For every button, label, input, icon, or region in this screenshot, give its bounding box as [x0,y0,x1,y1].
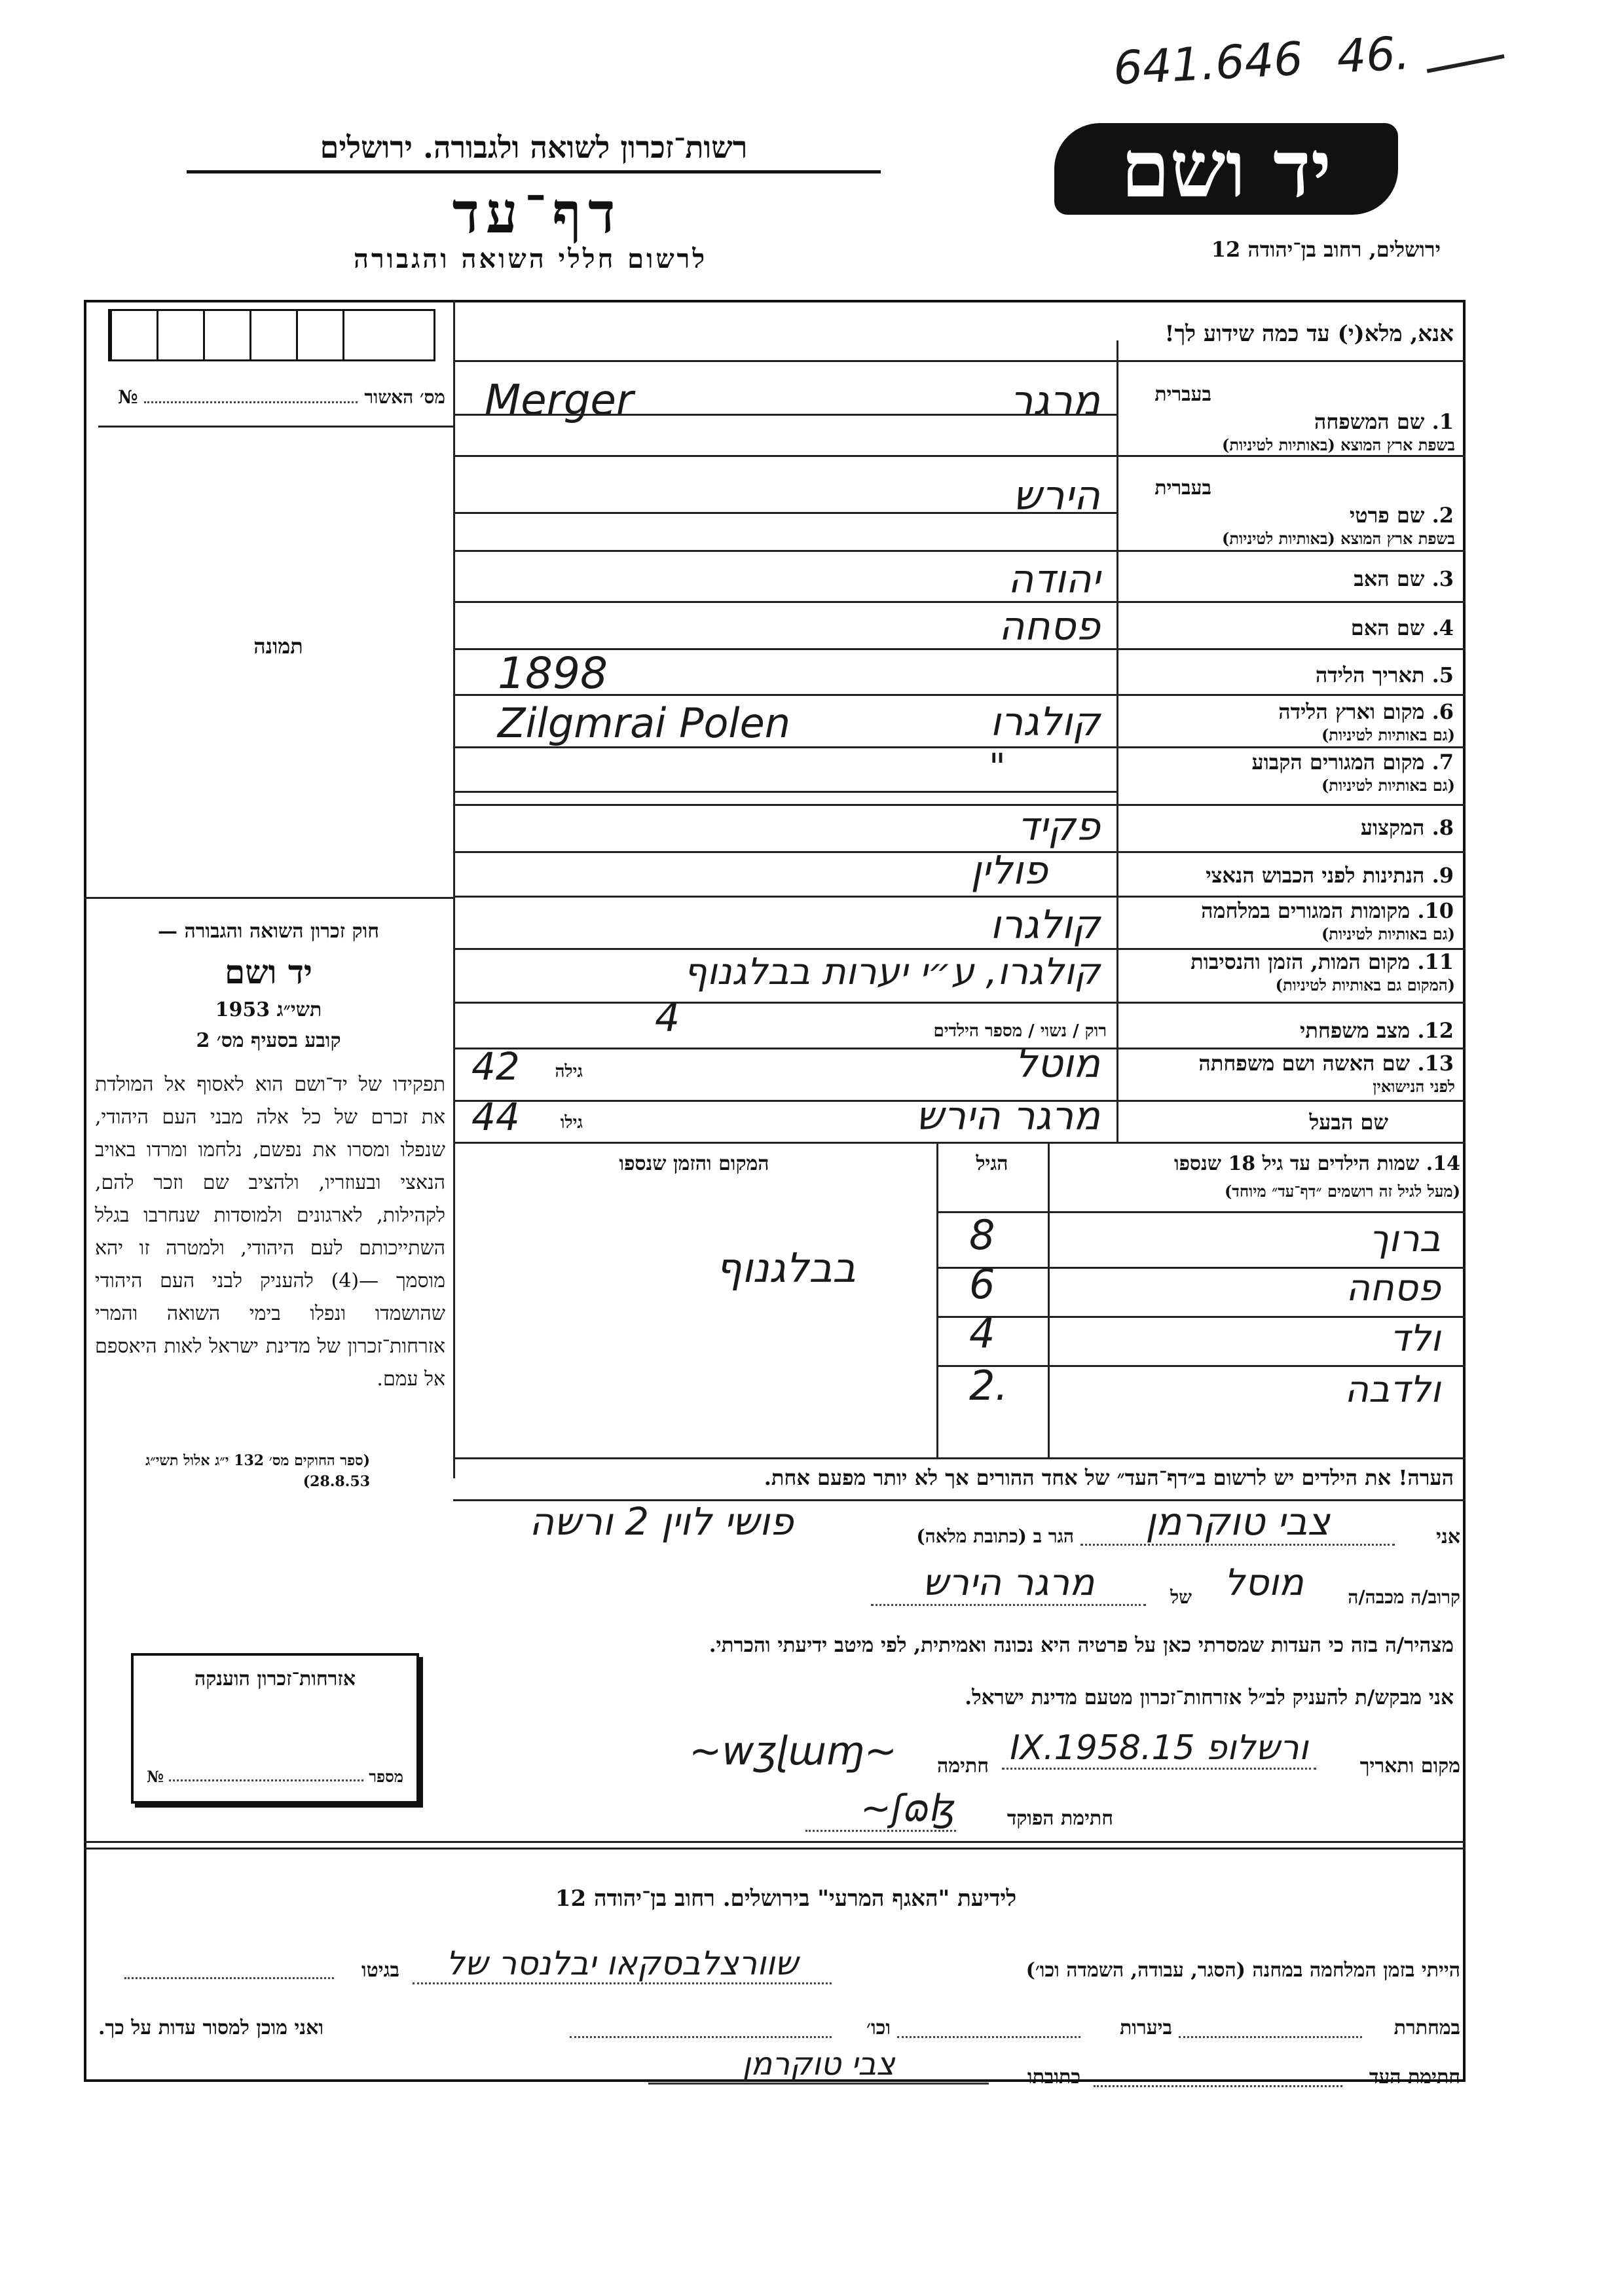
law-heading: חוק זכרון השואה והגבורה — [158,920,379,943]
field-13-sub: לפני הנישואין [1373,1077,1455,1096]
field-1-tag: בעברית [1154,383,1211,406]
declaration-line-4 [458,1787,1113,1840]
husband-age-label: גילו [560,1113,583,1133]
approval-grid [108,309,435,361]
field-2-tag: בעברית [1154,477,1211,500]
field-2-sub: בשפת ארץ המוצא (באותיות לטיניות) [1222,529,1455,548]
field-8-value: פקיד [1017,804,1100,850]
declaration-living-label: הגר ב (כתובת מלאה) [916,1525,1074,1547]
field-6-title: מקום וארץ הלידה [1278,699,1425,724]
children-sub: (מעל לגיל זה רושמים ״דף־עד״ מיוחד) [1224,1182,1460,1201]
wife-age-label: גילה [555,1062,583,1082]
field-9-title: הנתינות לפני הכבוש הנאצי [1206,863,1425,888]
scribble-mark [1422,32,1504,73]
authority-line: רשות־זכרון לשואה ולגבורה. ירושלים [187,130,881,173]
declarant-signature: ~wʒɭɯɱ~ [689,1728,897,1774]
declaration-i-label: אני [1436,1525,1460,1548]
field-13-value: מוטל [1014,1041,1100,1087]
field-2-mid-line [453,512,1116,514]
partisan-ghetto-line [124,1977,334,1979]
field-2-number: 2. [1431,503,1454,528]
label-column-divider [1116,340,1118,1142]
field-13-label [1126,1051,1454,1076]
field-6-number: 6. [1431,699,1454,724]
law-body: תפקידו של יד־ושם הוא לאסוף אל המולדת את זכרם של כל אלה מבני העם היהודי, שנפלו ומסרו את נפשם, נלחמו ומרדו באויב הנאצי ובעוזריו, ולהציב שם וזכר להם, לקהילות, לארגונים ולמוסדות שנחרבו בגלל השתייכותם לעם היהודי, ולמטרה זו יהא מוסמך —(4) להעניק לבני העם היהודי שהושמדו ונפלו בימי השואה והמרי אזרחות־זכרון של מדינת ישראל לאות היאספם אל עמם. [95,1073,445,1391]
field-11-label [1126,949,1454,974]
wife-age-value: 42 [471,1044,520,1089]
field-9-value: פולין [970,848,1048,894]
field-3-divider [453,601,1466,603]
field-10-value: קולגרו [990,902,1100,948]
citizenship-title: אזרחות־זכרון הוענקה [194,1667,356,1690]
field-6-sub: (גם באותיות לטיניות) [1321,725,1455,744]
partisan-witness-line [589,2046,1460,2098]
field-6-latin-value: Zilgmrai Polen [498,699,791,747]
approval-label: מס׳ האשור [364,386,445,408]
witness-address-label: כתובתו [1027,2066,1080,2088]
child-2-name: פסחה [1346,1267,1441,1309]
declaration-statement: מצהיר/ה בזה כי העדות שמסרתי כאן על פרטיה היא נכונה ואמיתית, לפי מיטב ידיעתי והכרתי. [709,1633,1454,1657]
signature-label: חתימה [937,1755,989,1777]
declaration-of-label: של [1170,1586,1192,1608]
husband-value: מרגר הירש [915,1093,1100,1139]
children-title-text: שמות הילדים עד גיל 18 שנספו [1173,1152,1420,1175]
witness-sig-label: חתימת העד [1369,2066,1460,2088]
law-year: תשי״ג 1953 [215,998,322,1021]
partisan-underground-line-field [1179,2036,1362,2038]
field-11-title: מקום המות, הזמן והנסיבות [1190,949,1411,974]
children-age-header: הגיל [976,1152,1008,1175]
field-12-title: מצב משפחתי [1300,1018,1411,1043]
field-8-label [1126,815,1454,840]
husband-age-value: 44 [471,1095,520,1139]
husband-divider [453,1142,1466,1144]
field-13-title: שם האשה ושם משפחתה [1198,1051,1411,1076]
field-1-hebrew-value: מרגר [1010,376,1100,424]
place-date-label: מקום ותאריך [1359,1755,1460,1777]
field-1-divider [453,455,1466,457]
archive-number-value: 641.646 [1112,31,1304,96]
left-column-divider [453,300,455,1478]
field-1-number: 1. [1431,409,1454,434]
field-1-title: שם המשפחה [1314,409,1425,434]
declaration-line-2 [589,1561,1460,1620]
law-reference: (ספר החוקים מס׳ 132 י״ג אלול תשי״ג 28.8.53) [145,1452,370,1490]
field-11-number: 11. [1417,949,1454,974]
field-1-sub: בשפת ארץ המוצא (באותיות לטיניות) [1222,435,1455,454]
field-12-value: 4 [655,995,680,1041]
field-10-sub: (גם באותיות לטיניות) [1321,924,1455,943]
field-8-number: 8. [1431,815,1454,840]
citizenship-number-label: מספר [369,1767,403,1786]
approval-underline [98,426,453,428]
field-5-title: תאריך הלידה [1315,663,1425,687]
children-bottom-divider [453,1457,1466,1459]
approval-number-row [118,386,445,409]
declaration-relative-value: מוסל [1224,1561,1304,1604]
field-2-label [1126,503,1454,528]
field-7-mid-line [453,791,1116,793]
partisan-heading: לידיעת "האגף המרעי" בירושלים. רחוב בן־יהודה 12 [555,1886,1017,1912]
children-place-value: בבלגנוף [716,1244,856,1292]
field-10-number: 10. [1417,898,1454,923]
partisan-underground-line [98,2010,1460,2049]
field-6-divider [453,746,1466,748]
law-box-top-line [84,897,453,899]
citizenship-number-row [147,1767,403,1787]
logo-text: יד ושם [1120,122,1332,215]
witness-sig-line [1094,2085,1342,2087]
child-4-name: ולדבה [1344,1368,1441,1411]
field-5-value: 1898 [498,648,608,699]
child-2-age: 6 [969,1260,995,1308]
declaration-bottom-divider [84,1841,1466,1843]
field-6-value: קולגרו [990,699,1100,745]
field-12-number: 12. [1417,1018,1454,1043]
children-title [1054,1152,1460,1175]
children-age-col-divider [936,1142,938,1457]
declaration-request: אני מבקש/ת להעניק לב״ל אזרחות־זכרון מטעם מדינת ישראל. [965,1686,1454,1709]
law-clause: קובע בסעיף מס׳ 2 [196,1029,341,1052]
field-1-mid-line [453,414,1116,416]
declaration-relative-label: קרוב/ה מכבה/ה [1348,1586,1460,1608]
partisan-camp-line [118,1944,1460,1997]
child-4-age: 2. [969,1362,1008,1410]
partisan-ghetto-label: בגיטו [361,1959,399,1982]
field-11-sub: (המקום גם באותיות לטיניות) [1275,975,1455,994]
yad-vashem-logo [1054,123,1398,215]
yad-vashem-address: ירושלים, רחוב בן־יהודה 12 [1211,237,1441,262]
child-3-age: 4 [969,1309,995,1357]
partisan-etc-label: וכו׳ [866,2016,891,2039]
partisan-underground-label: במחתרת [1393,2016,1460,2039]
declaration-of-value: מרגר הירש [871,1561,1146,1606]
officer-signature: ʃɷɮ~ [805,1787,956,1832]
field-7-sub: (גם באותיות לטיניות) [1321,776,1455,795]
declaration-i-value: צבי טוקרמן [1080,1499,1395,1546]
field-3-title: שם האב [1354,566,1425,591]
marital-options: רוק / נשוי / מספר הילדים [933,1021,1107,1041]
partisan-top-divider [84,1848,1466,1850]
field-4-value: פסחה [999,604,1100,649]
form-title: דף־עד [452,180,622,246]
field-5-label [1126,663,1454,687]
declaration-living-value: פושי לוין 2 ורשה [529,1499,794,1544]
partisan-forests-label: ביערות [1119,2016,1172,2039]
field-7-number: 7. [1431,750,1454,774]
place-date-value: ורשלופ 15.IX.1958 [1002,1728,1316,1770]
field-7-title: מקום המגורים הקבוע [1251,750,1425,774]
field-3-value: יהודה [1008,556,1100,602]
field-4-label [1126,615,1454,640]
field-7-label [1126,750,1454,774]
field-9-divider [453,896,1466,898]
declaration-line-1 [419,1499,1460,1561]
field-2-divider [453,550,1466,552]
field-1-label [1126,409,1454,434]
field-3-label [1126,566,1454,591]
declaration-line-3 [458,1728,1460,1787]
field-4-number: 4. [1431,615,1454,640]
field-9-label [1126,863,1454,888]
children-place-header: המקום והזמן שנספו [619,1152,769,1175]
field-6-label [1126,699,1454,724]
officer-signature-label: חתימת הפוקד [1006,1807,1113,1830]
witness-address-value: צבי טוקרמן [648,2046,989,2085]
field-12-label [1126,1018,1454,1043]
approval-no-sign: № [118,386,138,408]
child-1-age: 8 [969,1211,995,1259]
field-4-title: שם האם [1350,615,1425,640]
archive-number [1112,21,1504,95]
field-2-hebrew-value: הירש [1012,471,1100,519]
partisan-camp-label: הייתי בזמן המלחמה במחנה (הסגר, עבודה, השמדה וכו׳) [1025,1959,1460,1982]
partisan-testify: ואני מוכן למסור עדות על כך. [98,2016,324,2039]
children-name-col-divider [1048,1142,1050,1457]
field-11-divider [453,1002,1466,1004]
partisan-forests-line [897,2036,1080,2038]
field-13-number: 13. [1417,1051,1454,1076]
field-10-label [1126,898,1454,923]
field-7-value: " [989,746,1006,789]
husband-label: שם הבעל [1309,1110,1388,1135]
partisan-etc-line [570,2036,832,2038]
field-2-title: שם פרטי [1349,503,1425,528]
field-11-value: קולגרו, ע״י יערות בבלגנוף [683,951,1100,993]
field-1-latin-value: Merger [485,376,634,425]
photo-label: תמונה [253,634,303,659]
instructions-divider [453,360,1466,362]
field-5-divider [453,694,1466,696]
instructions: אנא, מלא(י) עד כמה שידוע לך! [1164,321,1454,347]
citizenship-no-sign: № [147,1767,164,1786]
children-number: 14. [1426,1152,1460,1175]
field-9-number: 9. [1431,863,1454,888]
field-8-title: המקצוע [1360,815,1425,840]
partisan-camp-value: שוורצלבסקאו יבלנסר של [413,1944,832,1984]
children-note: הערה! את הילדים יש לרשום ב״דף־העד״ של אחד ההורים אך לא יותר מפעם אחת. [764,1465,1454,1490]
child-1-name: ברוך [1369,1218,1441,1260]
field-3-number: 3. [1431,566,1454,591]
law-title: יד ושם [225,953,312,991]
child-3-name: ולד [1390,1317,1441,1360]
citizenship-box [131,1653,419,1804]
form-subtitle: לרשום חללי השואה והגבורה [353,244,708,274]
field-10-title: מקומות המגורים במלחמה [1201,898,1411,923]
archive-number-suffix: 46. [1335,26,1411,84]
field-5-number: 5. [1431,663,1454,687]
